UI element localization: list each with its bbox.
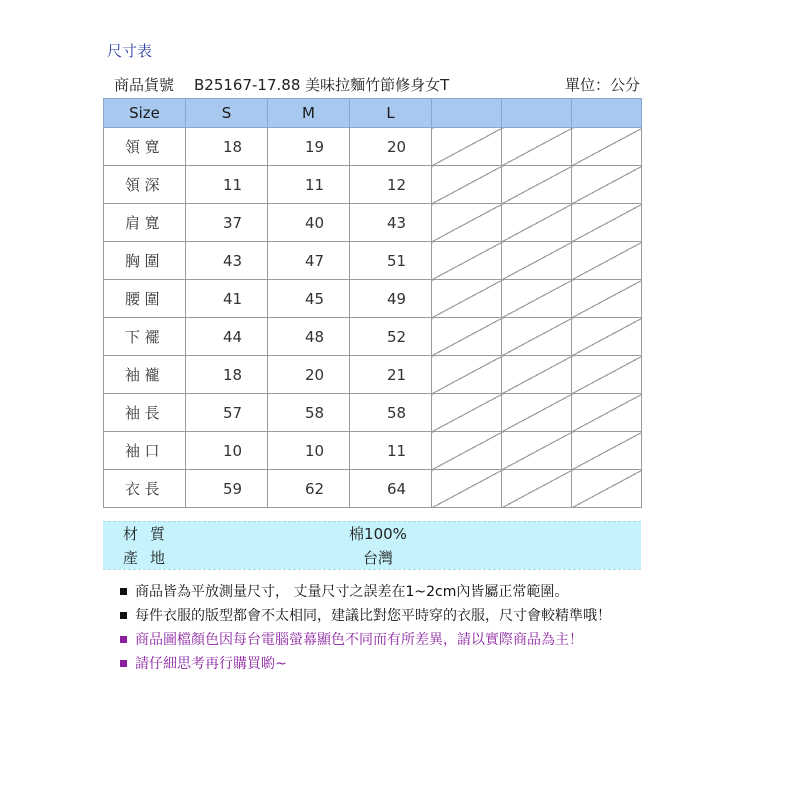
empty-cell <box>502 166 572 204</box>
cell-s: 41 <box>186 280 268 318</box>
empty-cell <box>572 318 642 356</box>
cell-m: 10 <box>268 432 350 470</box>
origin-value: 台灣 <box>362 548 393 567</box>
empty-cell <box>432 470 502 508</box>
cell-s: 37 <box>186 204 268 242</box>
origin-row <box>103 545 641 569</box>
header-size: Size <box>104 99 186 128</box>
cell-l: 64 <box>350 470 432 508</box>
cell-m: 11 <box>268 166 350 204</box>
material-value: 棉100% <box>349 524 407 543</box>
cell-l: 20 <box>350 128 432 166</box>
empty-cell <box>432 128 502 166</box>
header-s: S <box>186 99 268 128</box>
row-label: 下襬 <box>104 318 186 356</box>
row-label: 領深 <box>104 166 186 204</box>
unit-label: 單位：公分 <box>564 76 640 94</box>
cell-l: 49 <box>350 280 432 318</box>
cell-m: 45 <box>268 280 350 318</box>
empty-cell <box>432 280 502 318</box>
cell-l: 43 <box>350 204 432 242</box>
cell-s: 44 <box>186 318 268 356</box>
empty-cell <box>572 280 642 318</box>
empty-cell <box>572 394 642 432</box>
empty-cell <box>572 470 642 508</box>
table-row <box>104 432 642 470</box>
page-title: 尺寸表 <box>107 42 153 60</box>
row-label: 胸圍 <box>104 242 186 280</box>
empty-cell <box>572 242 642 280</box>
cell-l: 11 <box>350 432 432 470</box>
empty-cell <box>572 204 642 242</box>
empty-cell <box>432 166 502 204</box>
note-text: 商品圖檔顏色因每台電腦螢幕顯色不同而有所差異，請以實際商品為主！ <box>135 632 583 648</box>
table-row <box>104 166 642 204</box>
table-row <box>104 470 642 508</box>
row-label: 領寬 <box>104 128 186 166</box>
row-label: 腰圍 <box>104 280 186 318</box>
notes-list <box>120 580 611 676</box>
list-item <box>120 580 611 604</box>
cell-s: 18 <box>186 128 268 166</box>
empty-cell <box>432 318 502 356</box>
cell-l: 21 <box>350 356 432 394</box>
empty-cell <box>502 318 572 356</box>
cell-s: 10 <box>186 432 268 470</box>
empty-cell <box>572 432 642 470</box>
empty-cell <box>432 204 502 242</box>
cell-l: 58 <box>350 394 432 432</box>
empty-cell <box>432 394 502 432</box>
empty-cell <box>432 432 502 470</box>
square-bullet-icon <box>120 588 127 595</box>
header-empty <box>502 99 572 128</box>
cell-s: 59 <box>186 470 268 508</box>
empty-cell <box>572 166 642 204</box>
table-row <box>104 280 642 318</box>
empty-cell <box>502 356 572 394</box>
empty-cell <box>502 280 572 318</box>
square-bullet-icon <box>120 612 127 619</box>
header-l: L <box>350 99 432 128</box>
empty-cell <box>572 128 642 166</box>
table-row <box>104 128 642 166</box>
cell-l: 12 <box>350 166 432 204</box>
empty-cell <box>432 242 502 280</box>
size-table-header <box>104 99 642 128</box>
empty-cell <box>502 432 572 470</box>
empty-cell <box>502 470 572 508</box>
empty-cell <box>502 204 572 242</box>
cell-m: 48 <box>268 318 350 356</box>
note-text: 商品皆為平放測量尺寸， 丈量尺寸之誤差在1~2cm內皆屬正常範圍。 <box>135 584 569 600</box>
row-label: 袖襱 <box>104 356 186 394</box>
cell-m: 58 <box>268 394 350 432</box>
row-label: 袖長 <box>104 394 186 432</box>
cell-s: 57 <box>186 394 268 432</box>
cell-m: 19 <box>268 128 350 166</box>
empty-cell <box>502 394 572 432</box>
note-text: 每件衣服的版型都會不太相同，建議比對您平時穿的衣服，尺寸會較精準哦！ <box>135 608 611 624</box>
note-text: 請仔細思考再行購買喲~ <box>135 656 287 672</box>
material-label: 材質 <box>123 524 178 543</box>
material-row <box>103 521 641 545</box>
row-label: 袖口 <box>104 432 186 470</box>
origin-label: 產地 <box>123 548 178 567</box>
cell-l: 52 <box>350 318 432 356</box>
header-empty <box>432 99 502 128</box>
cell-s: 43 <box>186 242 268 280</box>
row-label: 肩寬 <box>104 204 186 242</box>
table-row <box>104 242 642 280</box>
cell-m: 62 <box>268 470 350 508</box>
size-table <box>103 98 642 508</box>
empty-cell <box>432 356 502 394</box>
header-m: M <box>268 99 350 128</box>
cell-m: 20 <box>268 356 350 394</box>
table-row <box>104 356 642 394</box>
cell-m: 47 <box>268 242 350 280</box>
list-item <box>120 604 611 628</box>
list-item <box>120 652 611 676</box>
table-row <box>104 318 642 356</box>
header-empty <box>572 99 642 128</box>
empty-cell <box>502 242 572 280</box>
square-bullet-icon <box>120 636 127 643</box>
product-code-name: B25167-17.88 美味拉麵竹節修身女T <box>194 76 450 94</box>
cell-s: 18 <box>186 356 268 394</box>
table-row <box>104 204 642 242</box>
cell-s: 11 <box>186 166 268 204</box>
cell-m: 40 <box>268 204 350 242</box>
material-origin-table <box>103 521 641 569</box>
table-row <box>104 394 642 432</box>
row-label: 衣長 <box>104 470 186 508</box>
square-bullet-icon <box>120 660 127 667</box>
cell-l: 51 <box>350 242 432 280</box>
empty-cell <box>572 356 642 394</box>
list-item <box>120 628 611 652</box>
empty-cell <box>502 128 572 166</box>
product-code-label: 商品貨號 <box>114 76 175 94</box>
